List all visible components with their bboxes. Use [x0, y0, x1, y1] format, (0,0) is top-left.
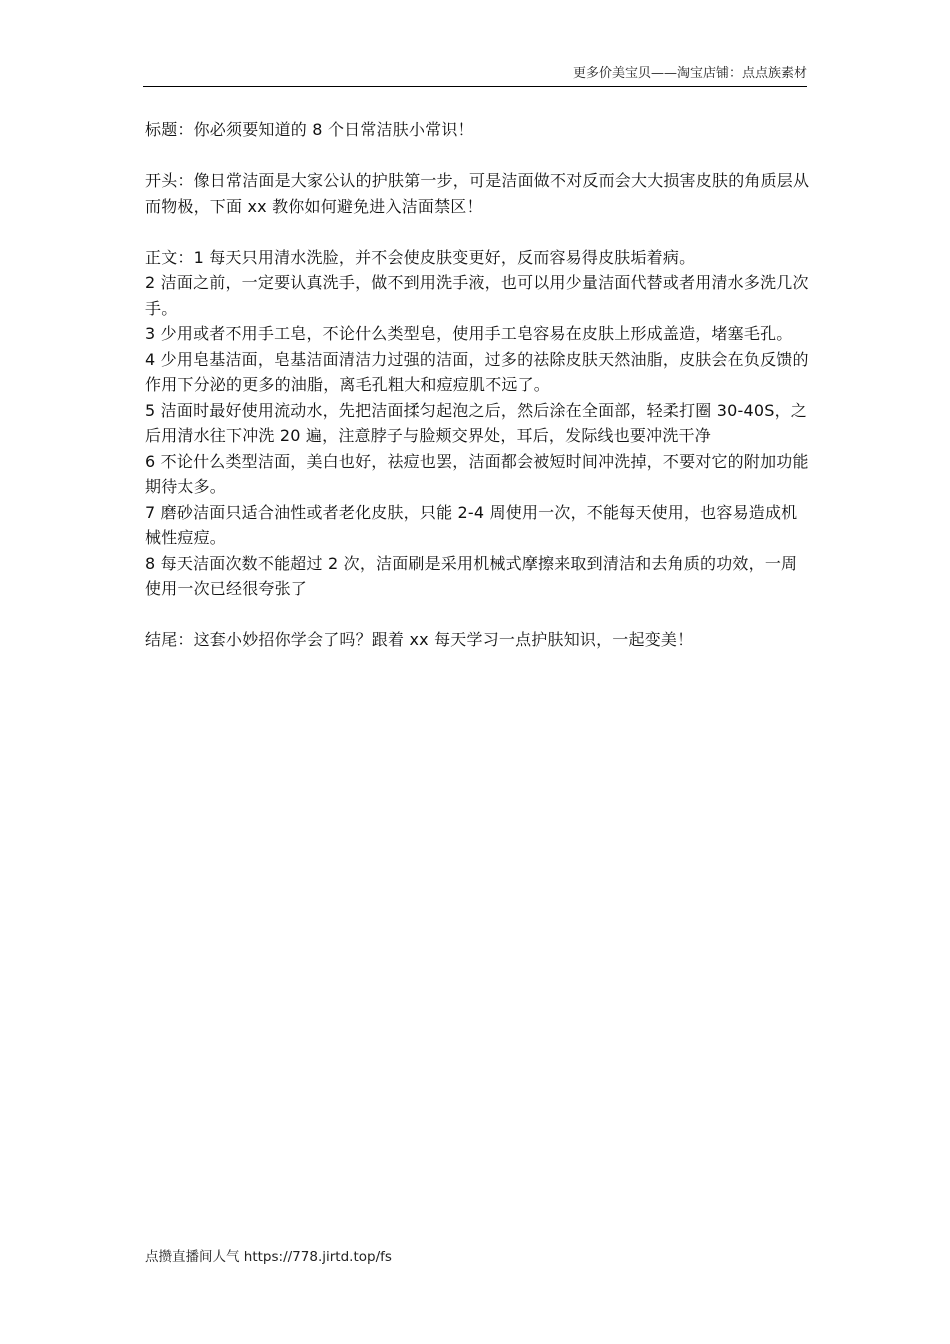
article-point: 3 少用或者不用手工皂，不论什么类型皂，使用手工皂容易在皮肤上形成盖造，堵塞毛孔。	[145, 324, 793, 343]
article-point: 6 不论什么类型洁面，美白也好，祛痘也罢，洁面都会被短时间冲洗掉，不要对它的附加功能期待太多。	[145, 451, 809, 496]
page-footer: 点攒直播间人气 https://778.jirtd.top/fs	[145, 1249, 392, 1265]
article-point: 正文：1 每天只用清水洗脸，并不会使皮肤变更好，反而容易得皮肤垢着病。	[145, 247, 696, 267]
article-point: 5 洁面时最好使用流动水，先把洁面揉匀起泡之后，然后涂在全面部，轻柔打圈 30-40S，之后用清水往下冲洗 20 遍，注意脖子与脸颊交界处，耳后，发际线也要冲洗干净	[145, 400, 808, 445]
article-point: 4 少用皂基洁面，皂基洁面清洁力过强的洁面，过多的祛除皮肤天然油脂，皮肤会在负反馈的作用下分泌的更多的油脂，离毛孔粗大和痘痘肌不远了。	[145, 349, 809, 394]
paragraph-gap	[145, 602, 813, 628]
article-ending: 结尾：这套小妙招你学会了吗？跟着 xx 每天学习一点护肤知识，一起变美！	[145, 630, 694, 649]
paragraph-gap	[145, 143, 813, 169]
article-title: 标题：你必须要知道的 8 个日常洁肤小常识！	[145, 120, 474, 139]
paragraph-gap	[145, 219, 813, 245]
document-body	[145, 117, 813, 653]
header-divider	[143, 86, 807, 87]
article-point: 2 洁面之前，一定要认真洗手，做不到用洗手液，也可以用少量洁面代替或者用清水多洗几次手。	[145, 273, 809, 318]
article-point: 8 每天洁面次数不能超过 2 次，洁面刷是采用机械式摩擦来取到清洁和去角质的功效，一周使用一次已经很夸张了	[145, 553, 798, 598]
page-header: 更多价美宝贝——淘宝店铺：点点族素材	[572, 66, 807, 81]
article-intro: 开头：像日常洁面是大家公认的护肤第一步，可是洁面做不对反而会大大损害皮肤的角质层从而物极，下面 xx 教你如何避免进入洁面禁区！	[145, 171, 810, 216]
article-point: 7 磨砂洁面只适合油性或者老化皮肤，只能 2-4 周使用一次，不能每天使用，也容易造成机械性痘痘。	[145, 502, 798, 547]
